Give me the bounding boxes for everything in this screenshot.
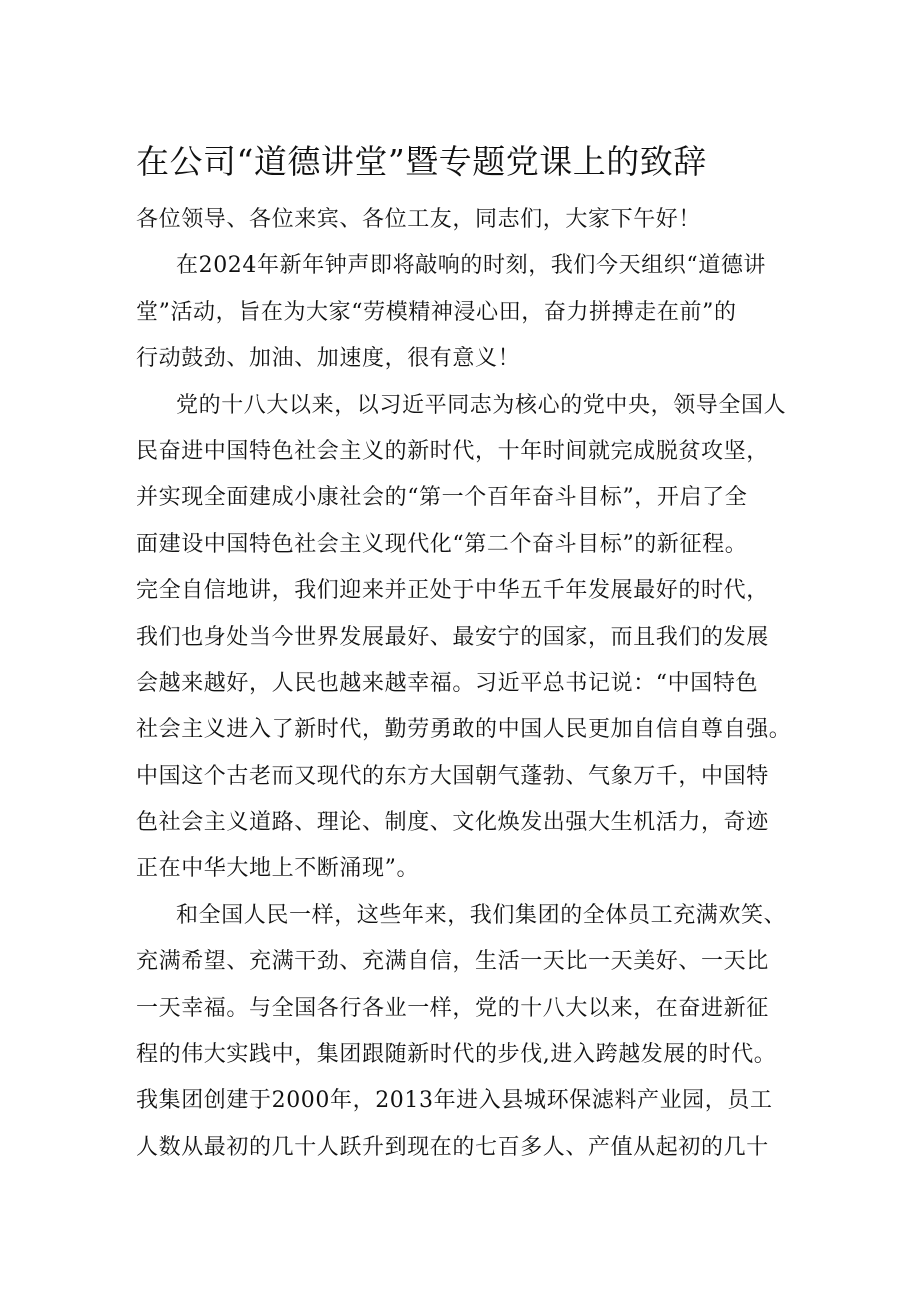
text-line: 会越来越好，人民也越来越幸福。习近平总书记说：“中国特色 <box>136 670 759 696</box>
text-line: 党的十八大以来，以习近平同志为核心的党中央，领导全国人 <box>176 392 787 418</box>
paragraph <box>136 197 796 243</box>
paragraph <box>136 383 796 893</box>
text-line: 和全国人民一样，这些年来，我们集团的全体员工充满欢笑、 <box>176 902 787 928</box>
text-line: 正在中华大地上不断涌现”。 <box>136 856 420 882</box>
text-line: 人数从最初的几十人跃升到现在的七百多人、产值从起初的几十 <box>136 1134 769 1160</box>
paragraph <box>136 243 796 382</box>
text-line: 中国这个古老而又现代的东方大国朝气蓬勃、气象万千，中国特 <box>136 763 769 789</box>
text-line: 我们也身处当今世界发展最好、最安宁的国家，而且我们的发展 <box>136 624 769 650</box>
text-line: 面建设中国特色社会主义现代化“第二个奋斗目标”的新征程。 <box>136 531 748 557</box>
text-line: 充满希望、充满干劲、充满自信，生活一天比一天美好、一天比 <box>136 949 769 975</box>
text-line: 在2024年新年钟声即将敲响的时刻，我们今天组织“道德讲 <box>176 253 767 279</box>
text-line: 一天幸福。与全国各行各业一样，党的十八大以来，在奋进新征 <box>136 995 769 1021</box>
text-line: 色社会主义道路、理论、制度、文化焕发出强大生机活力，奇迹 <box>136 810 769 836</box>
text-line: 堂”活动，旨在为大家“劳模精神浸心田，奋力拼搏走在前”的 <box>136 299 737 325</box>
text-line: 完全自信地讲，我们迎来并正处于中华五千年发展最好的时代， <box>136 578 769 604</box>
text-line: 各位领导、各位来宾、各位工友，同志们，大家下午好！ <box>136 207 702 232</box>
document-body <box>136 197 796 1171</box>
text-line: 我集团创建于2000年，2013年进入县城环保滤料产业园，员工 <box>136 1088 773 1114</box>
text-line: 程的伟大实践中，集团跟随新时代的步伐,进入跨越发展的时代。 <box>136 1042 777 1068</box>
paragraph <box>136 893 796 1171</box>
text-line: 并实现全面建成小康社会的“第一个百年奋斗目标”，开启了全 <box>136 485 748 511</box>
text-line: 行动鼓劲、加油、加速度，很有意义！ <box>136 346 521 372</box>
document-title: 在公司“道德讲堂”暨专题党课上的致辞 <box>136 142 707 181</box>
text-line: 社会主义进入了新时代，勤劳勇敢的中国人民更加自信自尊自强。 <box>136 717 792 743</box>
text-line: 民奋进中国特色社会主义的新时代，十年时间就完成脱贫攻坚， <box>136 438 769 464</box>
